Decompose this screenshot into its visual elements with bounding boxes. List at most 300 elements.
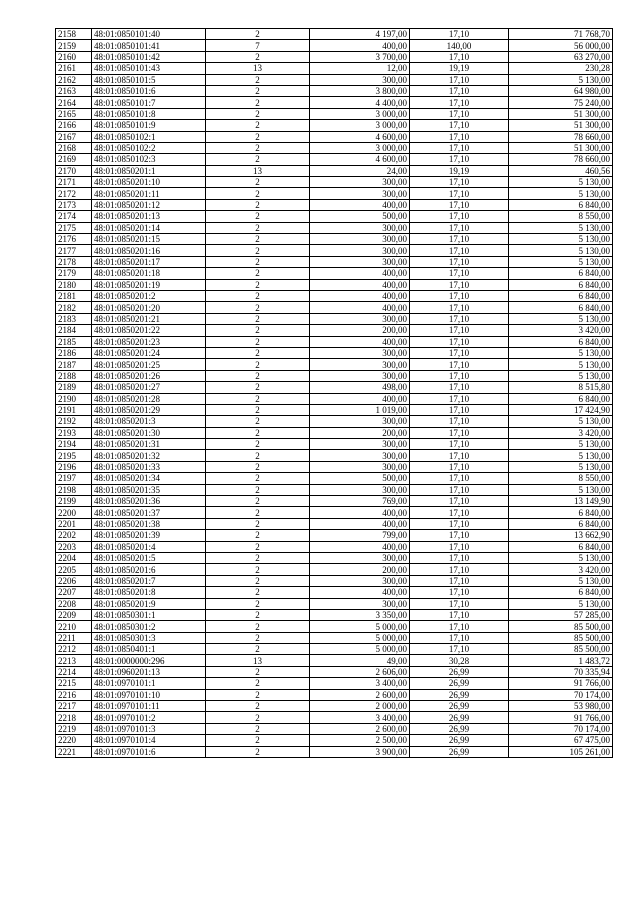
row-number-cell: 2183	[56, 313, 92, 324]
cadastral-number-cell: 48:01:0850102:1	[92, 131, 206, 142]
category-cell: 2	[206, 290, 310, 301]
cadastral-number-cell: 48:01:0850201:26	[92, 370, 206, 381]
table-row	[56, 552, 613, 563]
table-row	[56, 313, 613, 324]
row-number-cell: 2165	[56, 108, 92, 119]
table-row	[56, 177, 613, 188]
rate-cell: 17,10	[410, 632, 509, 643]
category-cell: 2	[206, 746, 310, 757]
cadastral-number-cell: 48:01:0850201:3	[92, 416, 206, 427]
row-number-cell: 2200	[56, 507, 92, 518]
area-cell: 400,00	[310, 268, 410, 279]
cadastral-number-cell: 48:01:0850102:3	[92, 154, 206, 165]
value-cell: 5 130,00	[509, 461, 613, 472]
area-cell: 400,00	[310, 290, 410, 301]
category-cell: 2	[206, 564, 310, 575]
row-number-cell: 2218	[56, 712, 92, 723]
area-cell: 4 197,00	[310, 29, 410, 40]
value-cell: 5 130,00	[509, 256, 613, 267]
row-number-cell: 2167	[56, 131, 92, 142]
row-number-cell: 2197	[56, 473, 92, 484]
row-number-cell: 2217	[56, 701, 92, 712]
rate-cell: 26,99	[410, 689, 509, 700]
category-cell: 2	[206, 154, 310, 165]
area-cell: 500,00	[310, 473, 410, 484]
category-cell: 2	[206, 496, 310, 507]
row-number-cell: 2216	[56, 689, 92, 700]
category-cell: 2	[206, 678, 310, 689]
table-row	[56, 370, 613, 381]
value-cell: 5 130,00	[509, 347, 613, 358]
table-row	[56, 530, 613, 541]
cadastral-number-cell: 48:01:0850201:7	[92, 575, 206, 586]
area-cell: 300,00	[310, 222, 410, 233]
category-cell: 2	[206, 427, 310, 438]
area-cell: 300,00	[310, 461, 410, 472]
table-row	[56, 131, 613, 142]
table-row	[56, 359, 613, 370]
area-cell: 5 000,00	[310, 644, 410, 655]
table-row	[56, 701, 613, 712]
cadastral-number-cell: 48:01:0850201:14	[92, 222, 206, 233]
table-row	[56, 188, 613, 199]
cadastral-number-cell: 48:01:0960201:13	[92, 666, 206, 677]
value-cell: 5 130,00	[509, 359, 613, 370]
row-number-cell: 2175	[56, 222, 92, 233]
row-number-cell: 2163	[56, 85, 92, 96]
rate-cell: 17,10	[410, 97, 509, 108]
category-cell: 2	[206, 268, 310, 279]
value-cell: 71 768,70	[509, 29, 613, 40]
cadastral-number-cell: 48:01:0850201:31	[92, 439, 206, 450]
category-cell: 2	[206, 188, 310, 199]
row-number-cell: 2181	[56, 290, 92, 301]
cadastral-number-cell: 48:01:0850301:2	[92, 621, 206, 632]
table-row	[56, 40, 613, 51]
rate-cell: 17,10	[410, 404, 509, 415]
area-cell: 400,00	[310, 40, 410, 51]
area-cell: 4 600,00	[310, 131, 410, 142]
category-cell: 2	[206, 211, 310, 222]
cadastral-number-cell: 48:01:0850201:11	[92, 188, 206, 199]
category-cell: 2	[206, 177, 310, 188]
row-number-cell: 2205	[56, 564, 92, 575]
rate-cell: 17,10	[410, 382, 509, 393]
table-row	[56, 108, 613, 119]
category-cell: 2	[206, 382, 310, 393]
rate-cell: 17,10	[410, 473, 509, 484]
table-row	[56, 154, 613, 165]
area-cell: 300,00	[310, 439, 410, 450]
value-cell: 5 130,00	[509, 245, 613, 256]
value-cell: 5 130,00	[509, 484, 613, 495]
value-cell: 3 420,00	[509, 427, 613, 438]
table-row	[56, 439, 613, 450]
row-number-cell: 2191	[56, 404, 92, 415]
cadastral-number-cell: 48:01:0850201:2	[92, 290, 206, 301]
row-number-cell: 2203	[56, 541, 92, 552]
row-number-cell: 2159	[56, 40, 92, 51]
area-cell: 400,00	[310, 507, 410, 518]
cadastral-number-cell: 48:01:0850201:29	[92, 404, 206, 415]
row-number-cell: 2190	[56, 393, 92, 404]
rate-cell: 17,10	[410, 609, 509, 620]
table-row	[56, 609, 613, 620]
table-row	[56, 587, 613, 598]
area-cell: 300,00	[310, 370, 410, 381]
value-cell: 78 660,00	[509, 154, 613, 165]
cadastral-number-cell: 48:01:0850101:40	[92, 29, 206, 40]
category-cell: 2	[206, 507, 310, 518]
table-row	[56, 507, 613, 518]
table-row	[56, 393, 613, 404]
category-cell: 2	[206, 336, 310, 347]
table-row	[56, 644, 613, 655]
cadastral-number-cell: 48:01:0850101:8	[92, 108, 206, 119]
cadastral-number-cell: 48:01:0850201:33	[92, 461, 206, 472]
row-number-cell: 2209	[56, 609, 92, 620]
row-number-cell: 2206	[56, 575, 92, 586]
area-cell: 300,00	[310, 598, 410, 609]
category-cell: 2	[206, 256, 310, 267]
area-cell: 3 700,00	[310, 51, 410, 62]
category-cell: 2	[206, 701, 310, 712]
table-row	[56, 245, 613, 256]
area-cell: 5 000,00	[310, 621, 410, 632]
category-cell: 2	[206, 735, 310, 746]
value-cell: 5 130,00	[509, 234, 613, 245]
rate-cell: 17,10	[410, 29, 509, 40]
category-cell: 13	[206, 655, 310, 666]
value-cell: 6 840,00	[509, 587, 613, 598]
area-cell: 400,00	[310, 587, 410, 598]
rate-cell: 17,10	[410, 199, 509, 210]
cadastral-number-cell: 48:01:0970101:1	[92, 678, 206, 689]
table-row	[56, 85, 613, 96]
rate-cell: 26,99	[410, 678, 509, 689]
area-cell: 12,00	[310, 63, 410, 74]
category-cell: 2	[206, 723, 310, 734]
category-cell: 2	[206, 302, 310, 313]
cadastral-number-cell: 48:01:0850201:23	[92, 336, 206, 347]
rate-cell: 17,10	[410, 621, 509, 632]
value-cell: 5 130,00	[509, 74, 613, 85]
value-cell: 13 149,90	[509, 496, 613, 507]
row-number-cell: 2173	[56, 199, 92, 210]
cadastral-number-cell: 48:01:0000000:296	[92, 655, 206, 666]
cadastral-number-cell: 48:01:0970101:4	[92, 735, 206, 746]
value-cell: 1 483,72	[509, 655, 613, 666]
table-row	[56, 461, 613, 472]
area-cell: 2 500,00	[310, 735, 410, 746]
row-number-cell: 2211	[56, 632, 92, 643]
rate-cell: 17,10	[410, 587, 509, 598]
value-cell: 85 500,00	[509, 621, 613, 632]
value-cell: 6 840,00	[509, 279, 613, 290]
value-cell: 6 840,00	[509, 541, 613, 552]
area-cell: 300,00	[310, 245, 410, 256]
area-cell: 769,00	[310, 496, 410, 507]
row-number-cell: 2182	[56, 302, 92, 313]
value-cell: 5 130,00	[509, 222, 613, 233]
row-number-cell: 2176	[56, 234, 92, 245]
rate-cell: 17,10	[410, 154, 509, 165]
table-row	[56, 427, 613, 438]
value-cell: 8 515,80	[509, 382, 613, 393]
table-row	[56, 746, 613, 757]
table-row	[56, 678, 613, 689]
area-cell: 1 019,00	[310, 404, 410, 415]
area-cell: 300,00	[310, 313, 410, 324]
area-cell: 3 400,00	[310, 678, 410, 689]
row-number-cell: 2179	[56, 268, 92, 279]
value-cell: 67 475,00	[509, 735, 613, 746]
row-number-cell: 2187	[56, 359, 92, 370]
row-number-cell: 2189	[56, 382, 92, 393]
rate-cell: 17,10	[410, 541, 509, 552]
table-row	[56, 575, 613, 586]
table-row	[56, 496, 613, 507]
cadastral-number-cell: 48:01:0850201:10	[92, 177, 206, 188]
table-row	[56, 336, 613, 347]
value-cell: 5 130,00	[509, 370, 613, 381]
rate-cell: 17,10	[410, 530, 509, 541]
area-cell: 400,00	[310, 199, 410, 210]
value-cell: 6 840,00	[509, 268, 613, 279]
category-cell: 2	[206, 313, 310, 324]
cadastral-number-cell: 48:01:0850201:35	[92, 484, 206, 495]
area-cell: 300,00	[310, 347, 410, 358]
area-cell: 300,00	[310, 256, 410, 267]
row-number-cell: 2196	[56, 461, 92, 472]
table-row	[56, 199, 613, 210]
value-cell: 5 130,00	[509, 575, 613, 586]
area-cell: 400,00	[310, 302, 410, 313]
category-cell: 2	[206, 689, 310, 700]
row-number-cell: 2177	[56, 245, 92, 256]
table-row	[56, 268, 613, 279]
cadastral-number-cell: 48:01:0850201:6	[92, 564, 206, 575]
area-cell: 2 600,00	[310, 723, 410, 734]
row-number-cell: 2195	[56, 450, 92, 461]
rate-cell: 17,10	[410, 439, 509, 450]
rate-cell: 17,10	[410, 85, 509, 96]
rate-cell: 17,10	[410, 461, 509, 472]
area-cell: 500,00	[310, 211, 410, 222]
area-cell: 200,00	[310, 564, 410, 575]
value-cell: 85 500,00	[509, 632, 613, 643]
rate-cell: 17,10	[410, 564, 509, 575]
rate-cell: 17,10	[410, 313, 509, 324]
cadastral-number-cell: 48:01:0970101:10	[92, 689, 206, 700]
table-row	[56, 142, 613, 153]
category-cell: 2	[206, 108, 310, 119]
rate-cell: 140,00	[410, 40, 509, 51]
category-cell: 2	[206, 439, 310, 450]
category-cell: 2	[206, 518, 310, 529]
category-cell: 2	[206, 234, 310, 245]
table-row	[56, 29, 613, 40]
row-number-cell: 2166	[56, 120, 92, 131]
table-row	[56, 222, 613, 233]
cadastral-number-cell: 48:01:0850201:20	[92, 302, 206, 313]
area-cell: 400,00	[310, 279, 410, 290]
row-number-cell: 2188	[56, 370, 92, 381]
rate-cell: 17,10	[410, 484, 509, 495]
cadastral-number-cell: 48:01:0850201:34	[92, 473, 206, 484]
area-cell: 200,00	[310, 427, 410, 438]
row-number-cell: 2180	[56, 279, 92, 290]
cadastral-number-cell: 48:01:0850201:19	[92, 279, 206, 290]
value-cell: 70 174,00	[509, 723, 613, 734]
value-cell: 91 766,00	[509, 712, 613, 723]
table-row	[56, 518, 613, 529]
table-row	[56, 120, 613, 131]
rate-cell: 26,99	[410, 723, 509, 734]
rate-cell: 17,10	[410, 347, 509, 358]
area-cell: 3 000,00	[310, 108, 410, 119]
row-number-cell: 2204	[56, 552, 92, 563]
row-number-cell: 2169	[56, 154, 92, 165]
category-cell: 2	[206, 359, 310, 370]
row-number-cell: 2220	[56, 735, 92, 746]
category-cell: 2	[206, 575, 310, 586]
value-cell: 6 840,00	[509, 290, 613, 301]
area-cell: 300,00	[310, 74, 410, 85]
row-number-cell: 2184	[56, 325, 92, 336]
area-cell: 49,00	[310, 655, 410, 666]
cadastral-number-cell: 48:01:0850102:2	[92, 142, 206, 153]
rate-cell: 17,10	[410, 74, 509, 85]
cadastral-number-cell: 48:01:0850401:1	[92, 644, 206, 655]
row-number-cell: 2213	[56, 655, 92, 666]
rate-cell: 17,10	[410, 131, 509, 142]
area-cell: 300,00	[310, 450, 410, 461]
rate-cell: 17,10	[410, 234, 509, 245]
category-cell: 2	[206, 347, 310, 358]
area-cell: 3 400,00	[310, 712, 410, 723]
area-cell: 400,00	[310, 393, 410, 404]
area-cell: 498,00	[310, 382, 410, 393]
category-cell: 2	[206, 450, 310, 461]
table-row	[56, 655, 613, 666]
rate-cell: 17,10	[410, 268, 509, 279]
category-cell: 2	[206, 29, 310, 40]
category-cell: 2	[206, 325, 310, 336]
row-number-cell: 2192	[56, 416, 92, 427]
category-cell: 2	[206, 279, 310, 290]
cadastral-number-cell: 48:01:0970101:2	[92, 712, 206, 723]
table-row	[56, 632, 613, 643]
rate-cell: 17,10	[410, 51, 509, 62]
rate-cell: 17,10	[410, 507, 509, 518]
rate-cell: 26,99	[410, 701, 509, 712]
rate-cell: 17,10	[410, 336, 509, 347]
cadastral-number-cell: 48:01:0850201:17	[92, 256, 206, 267]
rate-cell: 17,10	[410, 211, 509, 222]
value-cell: 5 130,00	[509, 552, 613, 563]
cadastral-number-cell: 48:01:0970101:6	[92, 746, 206, 757]
rate-cell: 19,19	[410, 165, 509, 176]
cadastral-number-cell: 48:01:0850101:41	[92, 40, 206, 51]
area-cell: 3 000,00	[310, 120, 410, 131]
value-cell: 105 261,00	[509, 746, 613, 757]
row-number-cell: 2219	[56, 723, 92, 734]
value-cell: 78 660,00	[509, 131, 613, 142]
cadastral-number-cell: 48:01:0850201:27	[92, 382, 206, 393]
cadastral-number-cell: 48:01:0850201:25	[92, 359, 206, 370]
category-cell: 2	[206, 416, 310, 427]
value-cell: 70 335,94	[509, 666, 613, 677]
row-number-cell: 2221	[56, 746, 92, 757]
cadastral-number-cell: 48:01:0850101:9	[92, 120, 206, 131]
category-cell: 2	[206, 51, 310, 62]
rate-cell: 17,10	[410, 416, 509, 427]
value-cell: 6 840,00	[509, 336, 613, 347]
table-row	[56, 689, 613, 700]
table-row	[56, 165, 613, 176]
category-cell: 2	[206, 245, 310, 256]
rate-cell: 17,10	[410, 108, 509, 119]
category-cell: 2	[206, 97, 310, 108]
cadastral-number-cell: 48:01:0850201:5	[92, 552, 206, 563]
value-cell: 5 130,00	[509, 439, 613, 450]
table-row	[56, 302, 613, 313]
cadastral-number-cell: 48:01:0850101:5	[92, 74, 206, 85]
cadastral-number-cell: 48:01:0850101:6	[92, 85, 206, 96]
table-row	[56, 63, 613, 74]
row-number-cell: 2212	[56, 644, 92, 655]
category-cell: 2	[206, 666, 310, 677]
category-cell: 2	[206, 393, 310, 404]
value-cell: 53 980,00	[509, 701, 613, 712]
value-cell: 5 130,00	[509, 450, 613, 461]
cadastral-number-cell: 48:01:0850201:30	[92, 427, 206, 438]
row-number-cell: 2214	[56, 666, 92, 677]
row-number-cell: 2160	[56, 51, 92, 62]
rate-cell: 17,10	[410, 359, 509, 370]
table-row	[56, 735, 613, 746]
value-cell: 6 840,00	[509, 507, 613, 518]
table-row	[56, 541, 613, 552]
category-cell: 2	[206, 222, 310, 233]
row-number-cell: 2193	[56, 427, 92, 438]
rate-cell: 26,99	[410, 666, 509, 677]
rate-cell: 17,10	[410, 120, 509, 131]
rate-cell: 26,99	[410, 735, 509, 746]
row-number-cell: 2201	[56, 518, 92, 529]
cadastral-number-cell: 48:01:0850201:12	[92, 199, 206, 210]
rate-cell: 30,28	[410, 655, 509, 666]
rate-cell: 17,10	[410, 450, 509, 461]
rate-cell: 17,10	[410, 370, 509, 381]
category-cell: 2	[206, 484, 310, 495]
cadastral-number-cell: 48:01:0850201:38	[92, 518, 206, 529]
row-number-cell: 2210	[56, 621, 92, 632]
value-cell: 91 766,00	[509, 678, 613, 689]
cadastral-number-cell: 48:01:0850201:28	[92, 393, 206, 404]
data-table	[55, 28, 613, 758]
cadastral-number-cell: 48:01:0850201:15	[92, 234, 206, 245]
cadastral-number-cell: 48:01:0850101:43	[92, 63, 206, 74]
area-cell: 2 600,00	[310, 689, 410, 700]
value-cell: 75 240,00	[509, 97, 613, 108]
table-row	[56, 473, 613, 484]
area-cell: 799,00	[310, 530, 410, 541]
area-cell: 4 600,00	[310, 154, 410, 165]
cadastral-number-cell: 48:01:0850101:42	[92, 51, 206, 62]
value-cell: 230,28	[509, 63, 613, 74]
